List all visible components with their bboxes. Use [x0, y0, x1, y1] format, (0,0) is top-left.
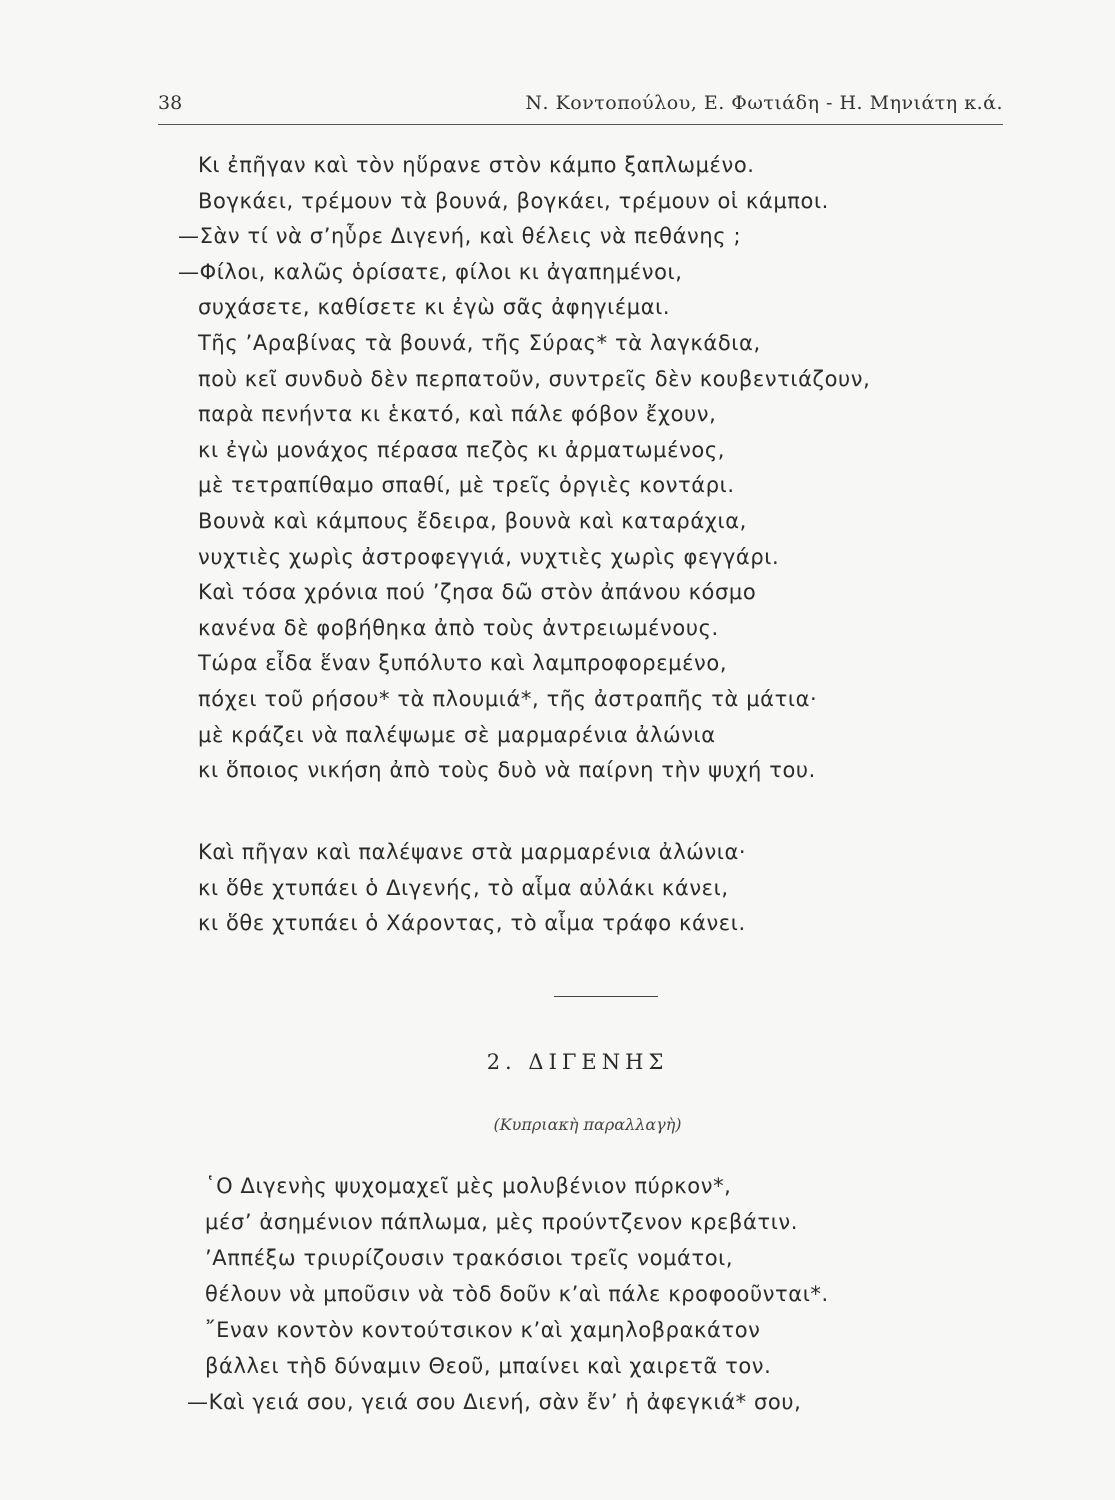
verse-line: συχάσετε, καθίσετε κι ἐγὼ σᾶς ἀφηγιέμαι. — [198, 295, 671, 320]
verse-line: κι ἐγὼ μονάχος πέρασα πεζὸς κι ἀρματωμένος, — [198, 437, 726, 462]
verse-line: κι ὅθε χτυπάει ὁ Διγενής, τὸ αἷμα αὐλάκι κάνει, — [198, 875, 729, 900]
verse-line: κι ὅποιος νικήση ἀπὸ τοὺς δυὸ νὰ παίρνη τὴν ψυχή του. — [198, 758, 816, 783]
verse-line: κανένα δὲ φοβήθηκα ἀπὸ τοὺς ἀντρειωμένους. — [198, 615, 719, 640]
page-header — [158, 88, 1003, 120]
verse-line: βάλλει τὴδ δύναμιν Θεοῦ, μπαίνει καὶ χαιρετᾶ τον. — [205, 1354, 772, 1378]
poem-2 — [198, 835, 746, 942]
verse-line: ῾Ο Διγενὴς ψυχομαχεῖ μὲς μολυβένιον πύρκον*, — [205, 1174, 732, 1198]
verse-line: Καὶ πῆγαν καὶ παλέψανε στὰ μαρμαρένια ἀλώνια· — [198, 840, 747, 864]
verse-line: μὲ κράζει νὰ παλέψωμε σὲ μαρμαρένια ἀλώνια — [198, 722, 716, 747]
verse-line: θέλουν νὰ μποῦσιν νὰ τὸδ δοῦν κ’αὶ πάλε κροφοοῦνται*. — [205, 1282, 829, 1306]
verse-line: κι ὅθε χτυπάει ὁ Χάροντας, τὸ αἷμα τράφο κάνει. — [198, 911, 746, 936]
running-head: Ν. Κοντοπούλου, Ε. Φωτιάδη - Η. Μηνιάτη κ.ά. — [525, 92, 1003, 114]
verse-line: μὲ τετραπίθαμο σπαθί, μὲ τρεῖς ὀργιὲς κοντάρι. — [198, 473, 735, 498]
verse-line: ῎Εναν κοντὸν κοντούτσικον κ’αὶ χαμηλοβρακάτον — [205, 1318, 761, 1342]
section-title: 2. ΔΙΓΕΝΗΣ — [486, 1050, 669, 1074]
header-rule — [158, 124, 1003, 125]
verse-line: ποὺ κεῖ συνδυὸ δὲν περπατοῦν, συντρεῖς δὲν κουβεντιάζουν, — [198, 366, 871, 391]
poem-1 — [178, 148, 871, 789]
verse-line: Βογκάει, τρέμουν τὰ βουνά, βογκάει, τρέμουν οἱ κάμποι. — [198, 188, 829, 213]
verse-line: παρὰ πενήντα κι ἑκατό, καὶ πάλε φόβον ἔχουν, — [198, 402, 717, 427]
verse-line: νυχτιὲς χωρὶς ἀστροφεγγιά, νυχτιὲς χωρὶς φεγγάρι. — [198, 544, 780, 569]
verse-line: Τώρα εἶδα ἕναν ξυπόλυτο καὶ λαμπροφορεμένο, — [198, 651, 728, 676]
verse-line: —Φίλοι, καλῶς ὁρίσατε, φίλοι κι ἀγαπημένοι, — [178, 259, 683, 284]
verse-line: Κι ἐπῆγαν καὶ τὸν ηὕρανε στὸν κάμπο ξαπλωμένο. — [198, 153, 755, 177]
section-subtitle: (Κυπριακὴ παραλλαγὴ) — [493, 1115, 682, 1134]
verse-line: —Καὶ γειά σου, γειά σου Διενή, σὰν ἔν’ ἡ ἀφεγκιά* σου, — [187, 1390, 802, 1414]
page-number: 38 — [158, 92, 183, 114]
verse-line: μέσ’ ἀσημένιον πάπλωμα, μὲς προύντζενον κρεβάτιν. — [205, 1210, 799, 1234]
verse-line: Βουνὰ καὶ κάμπους ἔδειρα, βουνὰ καὶ καταράχια, — [198, 508, 747, 533]
poem-3 — [187, 1168, 829, 1420]
section-separator — [554, 996, 658, 997]
verse-line: Καὶ τόσα χρόνια πού ’ζησα δῶ στὸν ἀπάνου κόσμο — [198, 580, 757, 605]
verse-line: ’Αππέξω τριυρίζουσιν τρακόσιοι τρεῖς νομάτοι, — [205, 1246, 734, 1270]
verse-line: Τῆς ’Αραβίνας τὰ βουνά, τῆς Σύρας* τὰ λαγκάδια, — [198, 330, 761, 355]
verse-line: —Σὰν τί νὰ σ’ηὗρε Διγενή, καὶ θέλεις νὰ πεθάνης ; — [178, 224, 742, 249]
verse-line: πόχει τοῦ ρήσου* τὰ πλουμιά*, τῆς ἀστραπῆς τὰ μάτια· — [198, 686, 818, 711]
